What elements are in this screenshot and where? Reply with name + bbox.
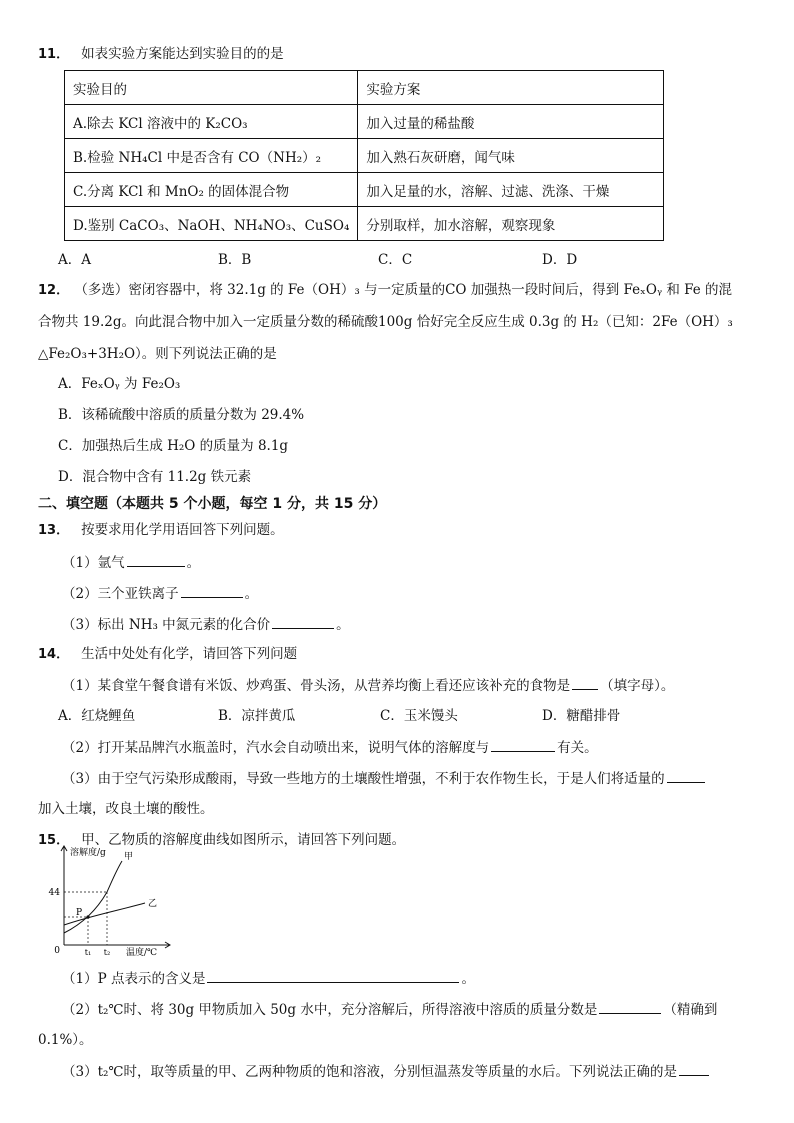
q13-item3-end: 。 (336, 617, 350, 633)
q15-item1-text: （1）P 点表示的含义是 (62, 971, 206, 987)
answer-blank[interactable] (667, 768, 705, 783)
q13-stem-text: 按要求用化学用语回答下列问题。 (81, 522, 284, 538)
q14-option-a[interactable]: A．红烧鲤鱼 (58, 708, 136, 724)
answer-blank[interactable] (272, 614, 334, 629)
q13-item1 (62, 552, 754, 573)
q15-item2 (62, 999, 754, 1020)
q11-table (64, 70, 664, 241)
table-cell-purpose: C.分离 KCl 和 MnO₂ 的固体混合物 (65, 173, 358, 207)
q11-option-a[interactable]: A．A (58, 252, 91, 268)
q14-item2-tail: 有关。 (557, 740, 598, 756)
table-cell-purpose: B.检验 NH₄Cl 中是否含有 CO（NH₂）₂ (65, 139, 358, 173)
answer-blank[interactable] (572, 675, 598, 690)
table-row (65, 105, 664, 139)
origin-label: 0 (54, 946, 60, 956)
table-header-purpose: 实验目的 (65, 71, 358, 105)
table-cell-plan: 加入过量的稀盐酸 (358, 105, 664, 139)
x-tick-label-t1: t₁ (84, 948, 92, 957)
q15-item3-text: （3）t₂℃时，取等质量的甲、乙两种物质的饱和溶液，分别恒温蒸发等质量的水后。下列说法正确的是 (62, 1064, 678, 1080)
q11-stem (38, 44, 754, 65)
x-tick-label-t2: t₂ (103, 948, 111, 957)
q13-item2-text: （2）三个亚铁离子 (62, 586, 179, 602)
q14-item3-text: （3）由于空气污染形成酸雨，导致一些地方的土壤酸性增强，不利于农作物生长，于是人们将适量的 (62, 771, 665, 787)
point-p-label: P (75, 908, 82, 918)
q13-item1-text: （1）氩气 (62, 555, 125, 571)
table-row (65, 173, 664, 207)
section-title: 二、填空题（本题共 5 个小题，每空 1 分，共 15 分） (38, 496, 387, 512)
q12-option-a[interactable]: A．FeₓOᵧ 为 Fe₂O₃ (58, 376, 181, 392)
q14-stem-text: 生活中处处有化学，请回答下列问题 (81, 646, 298, 662)
answer-blank[interactable] (207, 968, 459, 983)
q15-stem-text: 甲、乙物质的溶解度曲线如图所示，请回答下列问题。 (81, 832, 406, 848)
answer-blank[interactable] (181, 583, 243, 598)
q15-item2-text: （2）t₂℃时、将 30g 甲物质加入 50g 水中，充分溶解后，所得溶液中溶质的质量分数是 (62, 1002, 598, 1018)
x-axis-label: 温度/℃ (126, 948, 158, 958)
point-p (86, 915, 89, 918)
q14-item2-text: （2）打开某品牌汽水瓶盖时，汽水会自动喷出来，说明气体的溶解度与 (62, 740, 490, 756)
q14-number: 14． (38, 647, 70, 662)
q14-option-d[interactable]: D．糖醋排骨 (542, 708, 621, 724)
q14-item1 (62, 675, 754, 696)
q12-number: 12． (38, 283, 70, 298)
table-cell-plan: 加入足量的水，溶解、过滤、洗涤、干燥 (358, 173, 664, 207)
solubility-chart (50, 843, 185, 958)
q12-option-d[interactable]: D．混合物中含有 11.2g 铁元素 (58, 469, 252, 485)
q15-item2-tail: （精确到 (663, 1002, 718, 1018)
q11-option-d[interactable]: D．D (542, 252, 578, 268)
q13-item3 (62, 614, 754, 635)
series-yi-label: 乙 (148, 899, 158, 909)
series-jia-label: 甲 (124, 852, 134, 862)
q12-option-c[interactable]: C．加强热后生成 H₂O 的质量为 8.1g (58, 438, 289, 454)
q14-option-b[interactable]: B．凉拌黄瓜 (218, 708, 296, 724)
q13-number: 13． (38, 523, 70, 538)
q13-stem (38, 520, 754, 541)
table-cell-plan: 加入熟石灰研磨，闻气味 (358, 139, 664, 173)
table-header-row (65, 71, 664, 105)
q14-item3 (62, 768, 754, 789)
q11-option-c[interactable]: C．C (378, 252, 413, 268)
q14-item1-text: （1）某食堂午餐食谱有米饭、炒鸡蛋、骨头汤，从营养均衡上看还应该补充的食物是 (62, 678, 571, 694)
q14-item3-line2: 加入土壤，改良土壤的酸性。 (38, 801, 214, 817)
q13-item3-text: （3）标出 NH₃ 中氮元素的化合价 (62, 617, 271, 633)
answer-blank[interactable] (679, 1061, 709, 1076)
q11-stem-text: 如表实验方案能达到实验目的的是 (81, 46, 284, 62)
q13-item1-end: 。 (186, 555, 201, 571)
q14-item2 (62, 737, 754, 758)
table-header-plan: 实验方案 (358, 71, 664, 105)
q15-item3 (62, 1061, 754, 1082)
q15-item1 (62, 968, 754, 989)
q14-stem (38, 644, 754, 665)
answer-blank[interactable] (127, 552, 185, 567)
q11-number: 11． (38, 47, 70, 62)
table-cell-plan: 分别取样，加水溶解，观察现象 (358, 207, 664, 241)
table-cell-purpose: D.鉴别 CaCO₃、NaOH、NH₄NO₃、CuSO₄ (65, 207, 358, 241)
table-row (65, 207, 664, 241)
table-row (65, 139, 664, 173)
q14-option-c[interactable]: C．玉米馒头 (380, 708, 458, 724)
q15-item1-tail: 。 (461, 971, 475, 987)
q12-line1-text: （多选）密闭容器中，将 32.1g 的 Fe（OH）₃ 与一定质量的CO 加强热一段时间后，得到 FeₓOᵧ 和 Fe 的混 (81, 282, 733, 298)
q14-item1-tail: （填字母）。 (600, 678, 675, 694)
q12-option-b[interactable]: B．该稀硫酸中溶质的质量分数为 29.4% (58, 407, 305, 423)
answer-blank[interactable] (599, 999, 661, 1014)
q13-item2 (62, 583, 754, 604)
q12-line2: 合物共 19.2g。向此混合物中加入一定质量分数的稀硫酸100g 恰好完全反应生成 0.3g 的 H₂（已知：2Fe（OH）₃ (38, 314, 733, 330)
q15-item2-line2: 0.1%）。 (38, 1032, 93, 1048)
q12-line1 (38, 280, 754, 301)
q11-option-b[interactable]: B．B (218, 252, 252, 268)
answer-blank[interactable] (491, 737, 555, 752)
y-axis-label: 溶解度/g (70, 848, 106, 858)
y-tick-label: 44 (48, 888, 60, 898)
table-cell-purpose: A.除去 KCl 溶液中的 K₂CO₃ (65, 105, 358, 139)
q13-item2-end: 。 (244, 586, 259, 602)
q12-line3: △Fe₂O₃+3H₂O）。则下列说法正确的是 (38, 346, 277, 362)
q15-number: 15． (38, 833, 70, 848)
